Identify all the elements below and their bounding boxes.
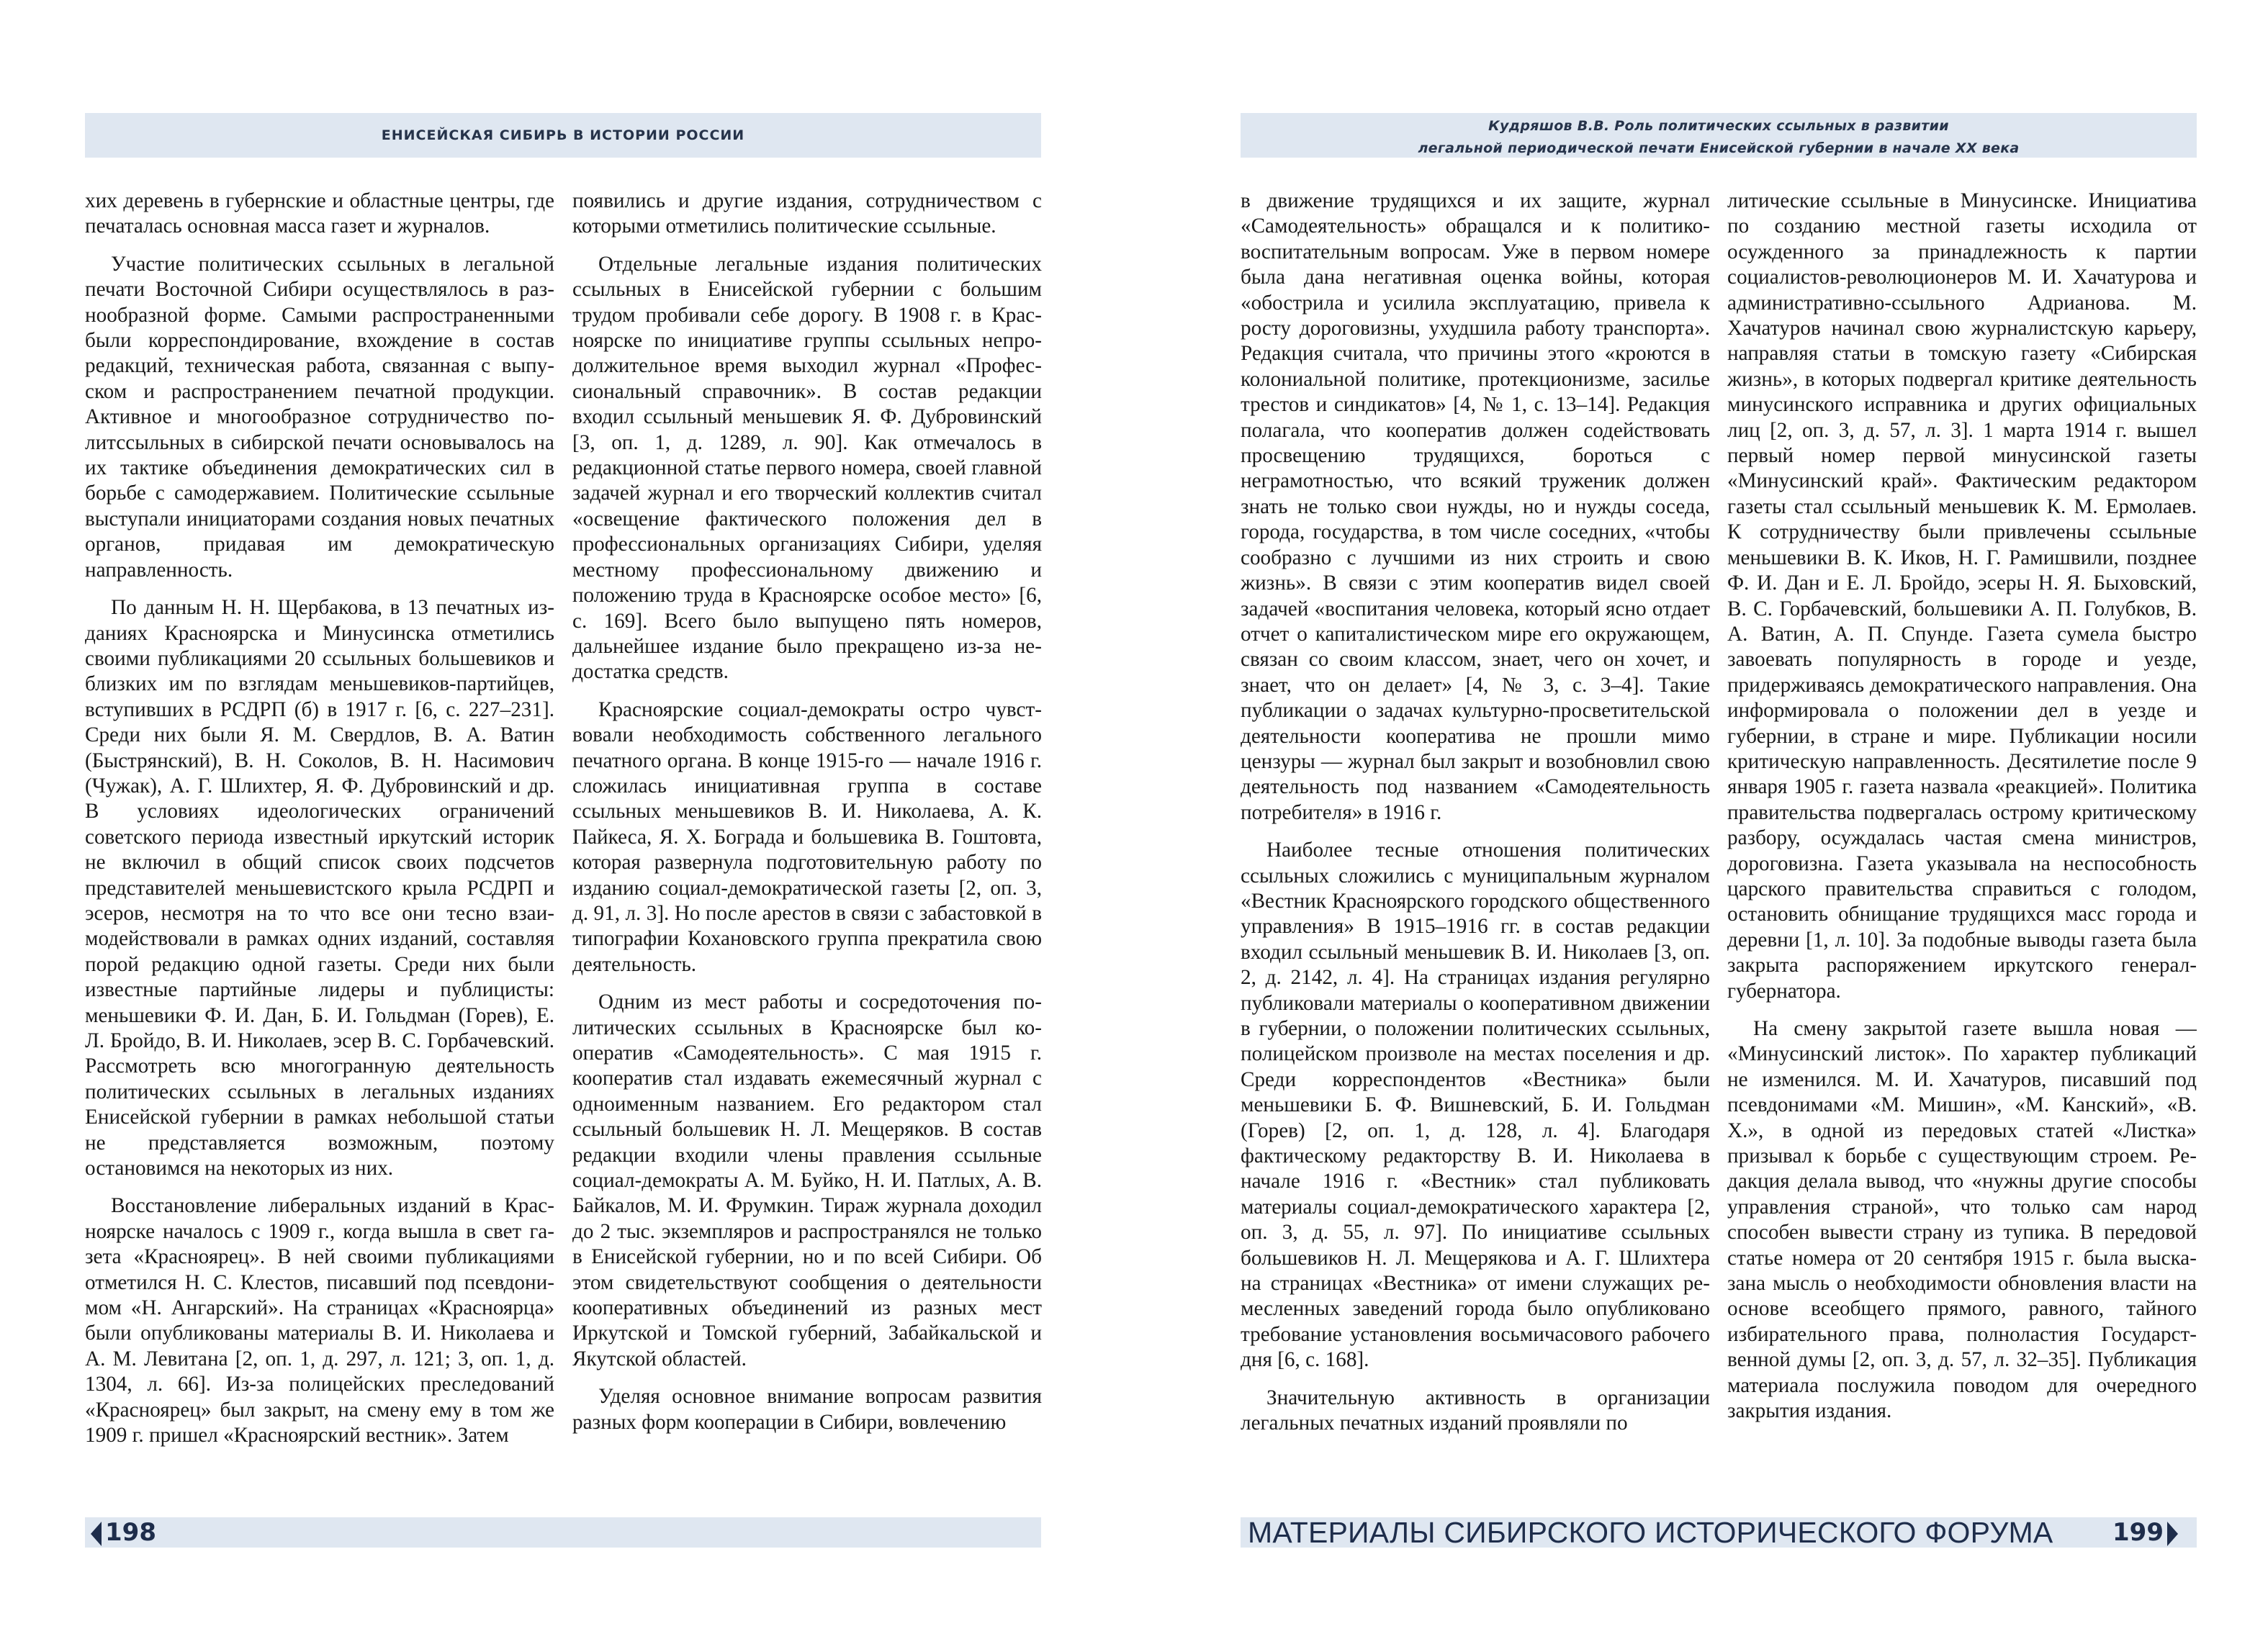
- chevron-left-icon: [91, 1522, 102, 1546]
- forum-title: МАТЕРИАЛЫ СИБИРСКОГО ИСТОРИЧЕСКОГО ФОРУМА: [1248, 1516, 2053, 1549]
- left-header-title: ЕНИСЕЙСКАЯ СИБИРЬ В ИСТОРИИ РОССИИ: [381, 127, 745, 143]
- paragraph: Отдельные легальные издания политических ссыльных в Енисейской губернии с большим трудом пробивали себе дорогу. В 1908 г. в Красноярске по инициативе группы ссыльных непродолжительное время выходил журнал «Профессиональный справочник». В состав редакции входил ссыльный меньшевик Я. Ф. Дубровинский [3, оп. 1, д. 1289, л. 90]. Как отмечалось в редакционной статье первого номера, своей главной задачей журнал и его творческий коллектив считал «освещение фактического положения дел в профессиональных организациях Сибири, уделяя местному профессиональному движению и положению труда в Красноярске особое место» [6, с. 169]. Всего было выпущено пять номеров, дальнейшее издание было прекращено из-за недостатка средств.: [572, 252, 1042, 684]
- paragraph: литические ссыльные в Минусинске. Инициатива по созданию местной газеты исходила от осужденного за принадлежность к партии социалистов-революционеров М. И. Хачатурова и административно-ссыльного Адрианова. М. Хачатуров начинал свою журналистскую карьеру, направляя статьи в томскую газету «Сибирская жизнь», в которых подвергал критике деятельность минусинского исправника и других официальных лиц [2, оп. 3, д. 57, л. 3]. 1 марта 1914 г. вышел первый номер первой минусинской газеты «Минусинский край». Фактическим редактором газеты стал ссыльный меньшевик К. М. Ермолаев. К сотрудничеству были привлечены ссыльные меньшевики В. К. Иков, Н. Г. Рамишвили, позднее Ф. И. Дан и Е. Л. Бройдо, эсеры Н. Я. Быховский, В. С. Горбачевский, большевики А. П. Голубков, В. А. Ватин, А. П. Спунде. Газета сумела быстро завоевать популярность в городе и уезде, придерживаясь демократического направления. Она информировала о положении дел в уезде и губернии, в стране и мире. Публикации носили критическую направленность. Десятилетие после 9 января 1905 г. газета назвала «реакцией». Политика правительства подвергалась острому критическому разбору, осуждалась частая смена министров, дороговизна. Газета указывала на неспособность царского правительства справиться с голодом, остановить обнищание трудящихся масс города и деревни [1, л. 10]. За подобные выводы газета была закрыта распоряжением иркутского генерал-губернатора.: [1727, 189, 2197, 1003]
- paragraph: По данным Н. Н. Щербакова, в 13 печатных изданиях Красноярска и Минусинска отметились своими публикациями 20 ссыльных большевиков и близких им по взглядам меньшевиков-партийцев, вступивших в РСДРП (б) в 1917 г. [6, с. 227–231]. Среди них были Я. М. Свердлов, В. А. Ватин (Быстрянский), В. Н. Соколов, В. Н. Насимович (Чужак), А. Г. Шлихтер, Я. Ф. Дубровинский и др. В условиях идеологических ограничений советского периода известный иркутский историк не включил в общий список своих подсчетов представителей меньшевистского крыла РСДРП и эсеров, несмотря на то что все они тесно взаимодействовали в рамках одних изданий, составляя порой редакцию одной газеты. Среди них были известные партийные лидеры и публицисты: меньшевики Ф. И. Дан, Б. И. Гольдман (Горев), Е. Л. Бройдо, В. И. Николаев, эсер В. С. Горбачевский. Рассмотреть всю многогранную деятельность политических ссыльных в легальных изданиях Енисейской губернии в рамках небольшой статьи не представляется возможным, поэтому остановимся на некоторых из них.: [85, 596, 554, 1180]
- left-page-column-1: [85, 189, 554, 1497]
- right-header-line-2: легальной периодической печати Енисейской губернии в начале ХХ века: [1418, 140, 2020, 156]
- paragraph: Восстановление либеральных изданий в Красноярске началось с 1909 г., когда вышла в свет газета «Красноярец». В ней своими публикациями отметился Н. С. Клестов, писавший под псевдонимом «Н. Ангарский». На страницах «Красноярца» были опубликованы материалы В. И. Николаева и А. М. Левитана [2, оп. 1, д. 297, л. 121; 3, оп. 1, д. 1304, л. 66]. Из-за полицейских преследований «Красноярец» был закрыт, на смену ему в том же 1909 г. пришел «Красноярский вестник». Затем: [85, 1194, 554, 1447]
- paragraph: Значительную активность в организации легальных печатных изданий проявляли по: [1241, 1386, 1710, 1435]
- right-header-line-1: Кудряшов В.В. Роль политических ссыльных в развитии: [1488, 118, 1949, 134]
- paragraph: Красноярские социал-демократы остро чувствовали необходимость собственного легального печатного органа. В конце 1915-го — начале 1916 г. сложилась инициативная группа в составе ссыльных меньшевиков В. И. Николаева, А. К. Пайкеса, Я. Х. Бограда и большевика В. Гоштовта, которая развернула подготовительную работу по изданию социал-демократической газеты [2, оп. 3, д. 91, л. 3]. Но после арестов в связи с забастовкой в типографии Кохановского группа прекратила свою деятельность.: [572, 697, 1042, 976]
- right-page-number: [2112, 1513, 2178, 1552]
- left-page-number: [91, 1513, 156, 1552]
- paragraph: в движение трудящихся и их защите, журнал «Самодеятельность» обращался и к политиковоспитательным вопросам. Уже в первом номере была дана негативная оценка войны, которая «обострила и усилила эксплуатацию, привела к росту дороговизны, ухудшила работу транспорта». Редакция считала, что причины этого «кроются в колониальной политике, протекционизме, засилье трестов и синдикатов» [4, № 1, с. 13–14]. Редакция полагала, что кооператив должен содействовать просвещению трудящихся, бороться с неграмотностью, что всякий труженик должен знать не только свои нужды, но и нужды соседа, города, государства, в том числе соседних, «чтобы сообразно с лучшими из них строить и свою жизнь». В связи с этим кооператив видел своей задачей «воспитания человека, который ясно отдает отчет о капиталистическом мире его окружающем, связан со своим классом, знает, чего он хочет, и знает, что он делает» [4, № 3, с. 3–4]. Такие публикации о задачах культурно-просветительской деятельности кооператива не прошли мимо цензуры — журнал был закрыт и возобновлил свою деятельность под названием «Самодеятельность потребителя» в 1916 г.: [1241, 189, 1710, 824]
- right-page-number-text: 199: [2112, 1518, 2164, 1547]
- paragraph: Наиболее тесные отношения политических ссыльных сложились с муниципальным журналом «Вестник Красноярского городского общественного управления» В 1915–1916 гг. в состав редакции входил ссыльный меньшевик В. И. Николаев [3, оп. 2, д. 2142, л. 4]. На страницах издания регулярно публиковали материалы о кооперативном движении в губернии, о положении политических ссыльных, полицейском произволе на местах поселения и др. Среди корреспондентов «Вестника» были меньшевики Б. Ф. Вишневский, Б. И. Гольдман (Горев) [2, оп. 1, д. 128, л. 4]. Благодаря фактическому редакторству В. И. Николаева в начале 1916 г. «Вестник» стал публиковать материалы социал-демократического характера [2, оп. 3, д. 55, л. 97]. По инициативе ссыльных большевиков Н. Л. Мещерякова и А. Г. Шлихтера на страницах «Вестника» от имени служащих ремесленных заведений города было опубликовано требование установления восьмичасового рабочего дня [6, с. 168].: [1241, 839, 1710, 1372]
- chevron-right-icon: [2167, 1522, 2178, 1546]
- left-footer-bar: [85, 1517, 1041, 1548]
- paragraph: На смену закрытой газете вышла новая — «Минусинский листок». По характер публикаций не изменился. М. И. Хачатуров, писавший под псевдонимами «М. Мишин», «М. Канский», «В. Х.», в одной из передовых статей «Листка» призывал к борьбе с существующим строем. Редакция делала вывод, что «нужны другие способы управления страной», что только сам народ способен вывести страну из тупика. В передовой статье номера от 20 сентября 1915 г. была высказана мысль о необходимости обновления власти на основе всеобщего прямого, равного, тайного избирательного права, полноластия Государственной думы [2, оп. 3, д. 57, л. 32–35]. Публикация материала послужила поводом для очередного закрытия издания.: [1727, 1017, 2197, 1423]
- right-page-column-2: [1727, 189, 2197, 1497]
- left-page-number-text: 198: [105, 1518, 156, 1547]
- left-running-header: [85, 113, 1041, 158]
- right-running-header: [1241, 113, 2197, 158]
- paragraph: Уделяя основное внимание вопросам развития разных форм кооперации в Сибири, вовлечению: [572, 1385, 1042, 1434]
- right-page-column-1: [1241, 189, 1710, 1497]
- paragraph: хих деревень в губернские и областные центры, где печаталась основная масса газет и журналов.: [85, 189, 554, 238]
- left-page-column-2: [572, 189, 1042, 1497]
- paragraph: появились и другие издания, сотрудничеством с которыми отметились политические ссыльные.: [572, 189, 1042, 238]
- paragraph: Участие политических ссыльных в легальной печати Восточной Сибири осуществлялось в разнообразной форме. Самыми распространенными были корреспондирование, вхождение в состав редакций, техническая работа, связанная с выпуском и распространением печатной продукции. Активное и многообразное сотрудничество политссыльных в сибирской печати основывалось на их тактике объединения демократических сил в борьбе с самодержавием. Политические ссыльные выступали инициаторами создания новых печатных органов, придавая им демократическую направленность.: [85, 252, 554, 582]
- paragraph: Одним из мест работы и сосредоточения политических ссыльных в Красноярске был кооператив «Самодеятельность». С мая 1915 г. кооператив стал издавать ежемесячный журнал с одноименным названием. Его редактором стал ссыльный большевик Н. Л. Мещеряков. В состав редакции входили члены правления ссыльные социал-демократы А. М. Буйко, Н. И. Патлых, А. В. Байкалов, М. И. Фрумкин. Тираж журнала доходил до 2 тыс. экземпляров и распространялся не только в Енисейской губернии, но и по всей Сибири. Об этом свидетельствуют сообщения о деятельности кооперативных объединений из разных мест Иркутской и Томской губерний, Забайкальской и Якутской областей.: [572, 990, 1042, 1370]
